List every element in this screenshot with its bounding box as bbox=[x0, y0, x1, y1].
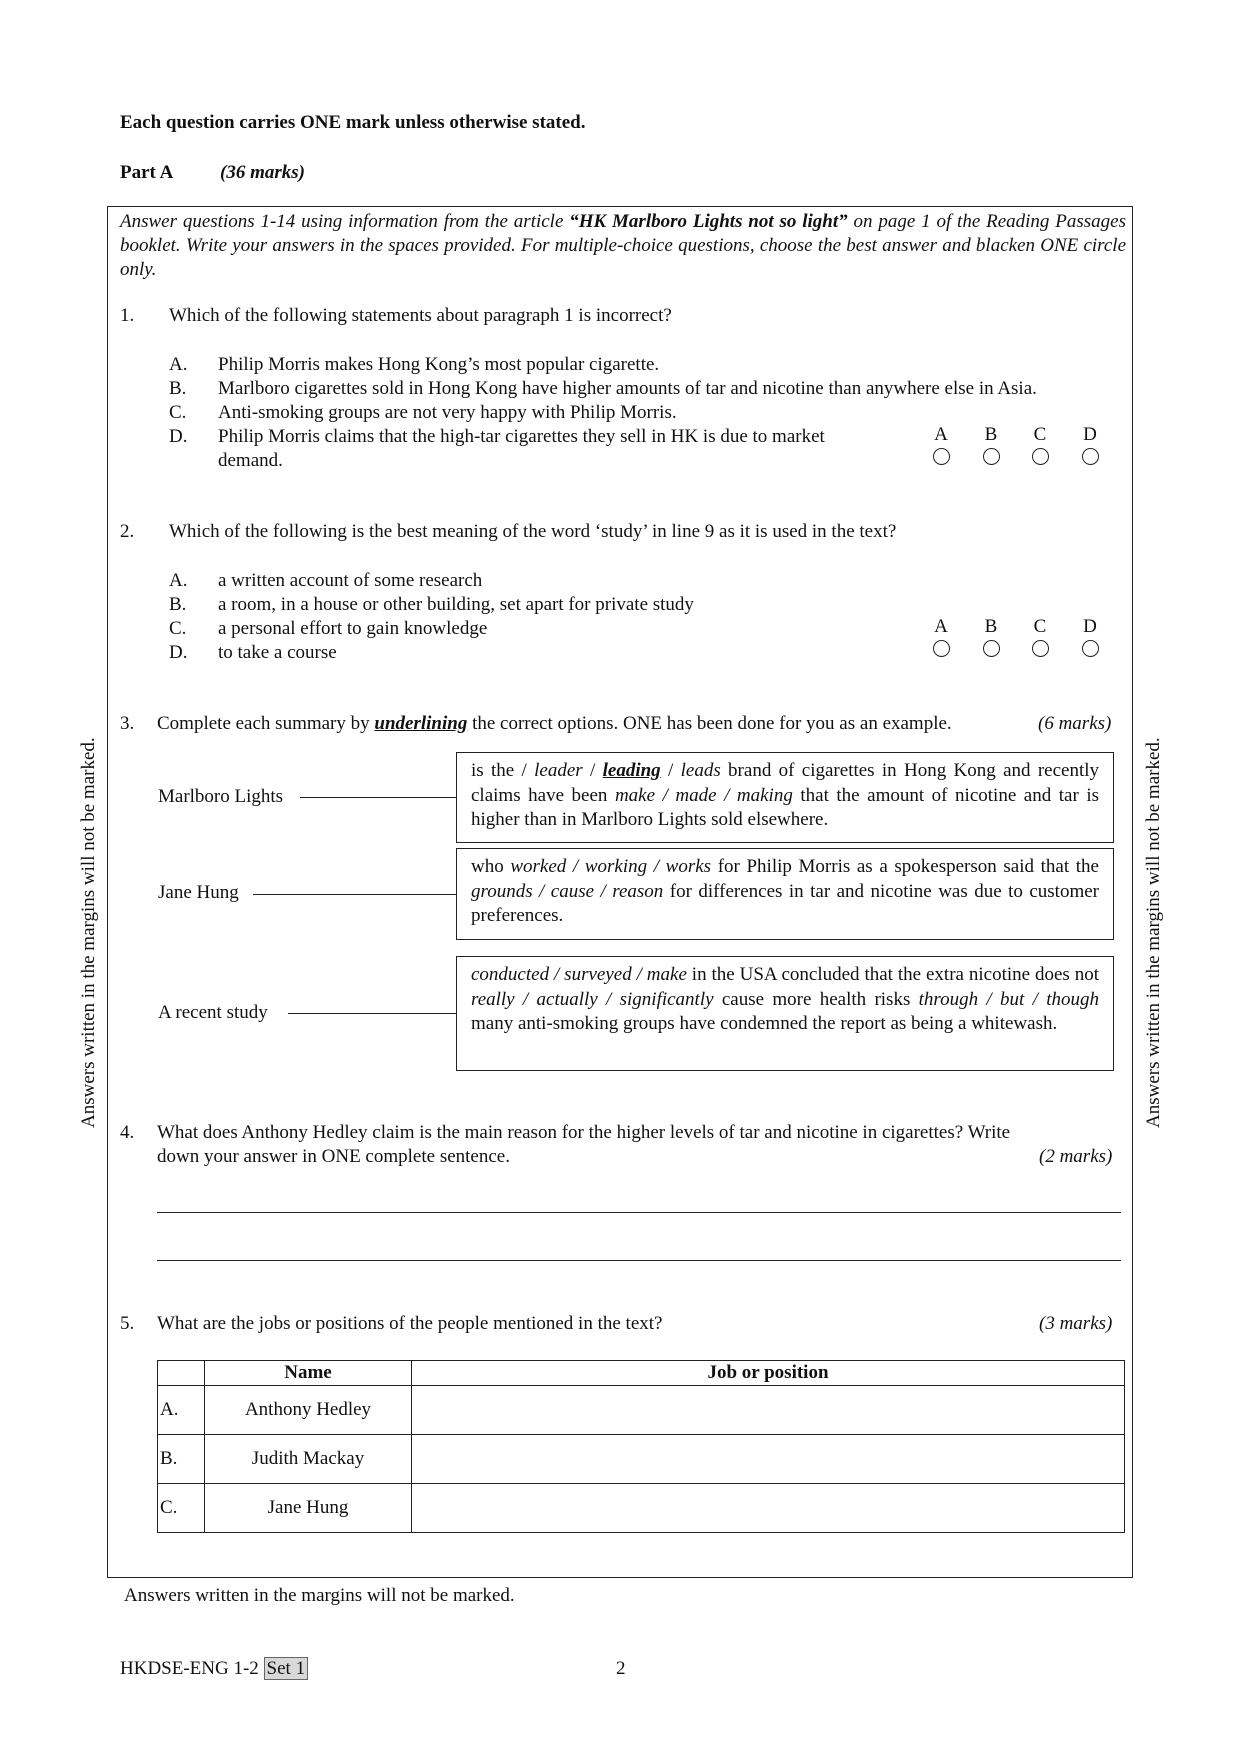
table-header-row bbox=[158, 1361, 1125, 1386]
answer-circle[interactable] bbox=[983, 448, 1000, 465]
bubble-option-d[interactable] bbox=[1075, 424, 1105, 465]
connector-line bbox=[300, 797, 456, 798]
general-instruction: Each question carries ONE mark unless otherwise stated. bbox=[120, 112, 586, 133]
option-letter: B. bbox=[169, 594, 187, 615]
job-answer-cell[interactable] bbox=[412, 1435, 1125, 1484]
option-text-continued: demand. bbox=[218, 450, 283, 471]
question-marks: (2 marks) bbox=[1039, 1146, 1113, 1167]
option-text: to take a course bbox=[218, 642, 337, 663]
option-text: Anti-smoking groups are not very happy with Philip Morris. bbox=[218, 402, 677, 423]
summary-text: / bbox=[660, 760, 681, 781]
summary-text: / bbox=[582, 760, 603, 781]
footer-margin-note: Answers written in the margins will not be marked. bbox=[124, 1585, 515, 1606]
bubble-option-b[interactable] bbox=[976, 616, 1006, 657]
answer-options[interactable]: leads bbox=[680, 760, 721, 781]
part-instructions bbox=[120, 210, 1126, 282]
header-cell-letter bbox=[158, 1361, 205, 1386]
question-text-after: the correct options. ONE has been done for you as an example. bbox=[467, 713, 952, 734]
emphasis-underlining: underlining bbox=[374, 713, 468, 734]
question-text: Which of the following statements about paragraph 1 is incorrect? bbox=[169, 305, 672, 326]
bubble-option-c[interactable] bbox=[1025, 616, 1055, 657]
summary-box[interactable] bbox=[456, 956, 1114, 1071]
option-letter: D. bbox=[169, 426, 188, 447]
option-letter: D. bbox=[169, 642, 188, 663]
part-marks: (36 marks) bbox=[220, 162, 305, 183]
example-answer[interactable]: leading bbox=[602, 760, 661, 781]
answer-circle[interactable] bbox=[1082, 448, 1099, 465]
bubble-option-a[interactable] bbox=[926, 424, 956, 465]
page-number: 2 bbox=[616, 1658, 626, 1679]
question-number: 3. bbox=[120, 713, 135, 734]
bubble-label: C bbox=[1033, 424, 1047, 445]
job-answer-cell[interactable] bbox=[412, 1484, 1125, 1533]
answer-circle[interactable] bbox=[933, 640, 950, 657]
paper-code bbox=[120, 1658, 308, 1680]
summary-label: Marlboro Lights bbox=[158, 786, 284, 807]
question-marks: (6 marks) bbox=[1038, 713, 1112, 734]
summary-box[interactable] bbox=[456, 848, 1114, 940]
right-margin-note: Answers written in the margins will not be marked. bbox=[1143, 737, 1164, 1128]
answer-circle[interactable] bbox=[1032, 640, 1049, 657]
summary-text: many anti-smoking groups have condemned the report as being a whitewash. bbox=[471, 1013, 1058, 1034]
question-text-continued: down your answer in ONE complete sentence. bbox=[157, 1146, 510, 1167]
question-text bbox=[157, 713, 952, 735]
option-letter: C. bbox=[169, 618, 187, 639]
question-text: Which of the following is the best meaning of the word ‘study’ in line 9 as it is used in the text? bbox=[169, 521, 897, 542]
question-text-before: Complete each summary by bbox=[157, 713, 375, 734]
summary-box[interactable] bbox=[456, 752, 1114, 843]
answer-options[interactable]: really / actually / significantly bbox=[471, 988, 714, 1010]
row-name: Judith Mackay bbox=[205, 1435, 412, 1484]
summary-text: brand of cigarettes in Hong Kong and recently claims have been bbox=[471, 760, 1100, 806]
row-letter: A. bbox=[158, 1386, 205, 1435]
question-marks: (3 marks) bbox=[1039, 1313, 1113, 1334]
answer-options[interactable]: grounds / cause / reason bbox=[471, 880, 664, 902]
bubble-label: B bbox=[984, 616, 998, 637]
table-row bbox=[158, 1386, 1125, 1435]
bubble-label: A bbox=[934, 616, 948, 637]
answer-options[interactable]: worked / working / works bbox=[510, 856, 712, 877]
option-letter: C. bbox=[169, 402, 187, 423]
question-number: 4. bbox=[120, 1122, 135, 1143]
answer-circle[interactable] bbox=[1032, 448, 1049, 465]
option-text: a room, in a house or other building, set apart for private study bbox=[218, 594, 694, 615]
answer-line[interactable] bbox=[157, 1260, 1121, 1261]
row-letter: B. bbox=[158, 1435, 205, 1484]
option-text: a written account of some research bbox=[218, 570, 483, 591]
row-name: Jane Hung bbox=[205, 1484, 412, 1533]
question-number: 5. bbox=[120, 1313, 135, 1334]
connector-line bbox=[253, 894, 456, 895]
part-label: Part A bbox=[120, 162, 174, 183]
connector-line bbox=[288, 1013, 456, 1014]
bubble-option-b[interactable] bbox=[976, 424, 1006, 465]
summary-text: for Philip Morris as a spokesperson said that the bbox=[711, 856, 1099, 877]
table-row bbox=[158, 1484, 1125, 1533]
option-text: Marlboro cigarettes sold in Hong Kong have higher amounts of tar and nicotine than anywhere else in Asia. bbox=[218, 378, 1037, 399]
jobs-table bbox=[157, 1360, 1125, 1533]
article-title: “HK Marlboro Lights not so light” bbox=[569, 211, 848, 232]
summary-text: in the USA concluded that the extra nicotine does not bbox=[686, 964, 1099, 985]
left-margin-note: Answers written in the margins will not be marked. bbox=[78, 737, 99, 1128]
summary-text: for differences in tar and nicotine was due to customer preferences. bbox=[471, 880, 1099, 926]
answer-options[interactable]: conducted / surveyed / make bbox=[471, 964, 687, 985]
option-text: Philip Morris claims that the high-tar cigarettes they sell in HK is due to market bbox=[218, 426, 825, 447]
summary-text: cause more health risks bbox=[713, 988, 919, 1010]
bubble-option-a[interactable] bbox=[926, 616, 956, 657]
bubble-option-c[interactable] bbox=[1025, 424, 1055, 465]
bubble-label: D bbox=[1083, 616, 1097, 637]
row-name: Anthony Hedley bbox=[205, 1386, 412, 1435]
summary-text: who bbox=[471, 856, 511, 877]
option-text: Philip Morris makes Hong Kong’s most popular cigarette. bbox=[218, 354, 660, 375]
exam-code: HKDSE-ENG 1-2 bbox=[120, 1658, 259, 1679]
bubble-label: B bbox=[984, 424, 998, 445]
summary-label: A recent study bbox=[158, 1002, 268, 1023]
summary-text: is the / bbox=[471, 760, 535, 781]
set-badge: Set 1 bbox=[264, 1657, 309, 1680]
option-letter: A. bbox=[169, 570, 188, 591]
answer-line[interactable] bbox=[157, 1212, 1121, 1213]
summary-label: Jane Hung bbox=[158, 882, 239, 903]
option-letter: A. bbox=[169, 354, 188, 375]
question-number: 2. bbox=[120, 521, 135, 542]
summary-text: that the amount of nicotine and tar is higher than in Marlboro Lights sold elsewhere. bbox=[471, 784, 1100, 830]
bubble-label: A bbox=[934, 424, 948, 445]
bubble-option-d[interactable] bbox=[1075, 616, 1105, 657]
answer-options[interactable]: leader bbox=[534, 760, 583, 781]
question-text: What are the jobs or positions of the people mentioned in the text? bbox=[157, 1313, 663, 1334]
answer-circle[interactable] bbox=[933, 448, 950, 465]
header-cell-job: Job or position bbox=[412, 1361, 1125, 1386]
answer-circle[interactable] bbox=[983, 640, 1000, 657]
bubble-label: D bbox=[1083, 424, 1097, 445]
question-number: 1. bbox=[120, 305, 135, 326]
row-letter: C. bbox=[158, 1484, 205, 1533]
instructions-after: on page 1 of the Reading Passages booklet. Write your answers in the spaces provided. For multiple-choice questions, choose the best answer and blacken ONE circle only. bbox=[120, 211, 1126, 280]
table-row bbox=[158, 1435, 1125, 1484]
question-text: What does Anthony Hedley claim is the main reason for the higher levels of tar and nicotine in cigarettes? Write bbox=[157, 1122, 1011, 1143]
job-answer-cell[interactable] bbox=[412, 1386, 1125, 1435]
option-text: a personal effort to gain knowledge bbox=[218, 618, 488, 639]
answer-options[interactable]: make / made / making bbox=[614, 784, 793, 806]
answer-circle[interactable] bbox=[1082, 640, 1099, 657]
header-cell-name: Name bbox=[205, 1361, 412, 1386]
instructions-before: Answer questions 1-14 using information from the article bbox=[120, 211, 570, 232]
option-letter: B. bbox=[169, 378, 187, 399]
answer-options[interactable]: through / but / though bbox=[918, 988, 1099, 1010]
bubble-label: C bbox=[1033, 616, 1047, 637]
